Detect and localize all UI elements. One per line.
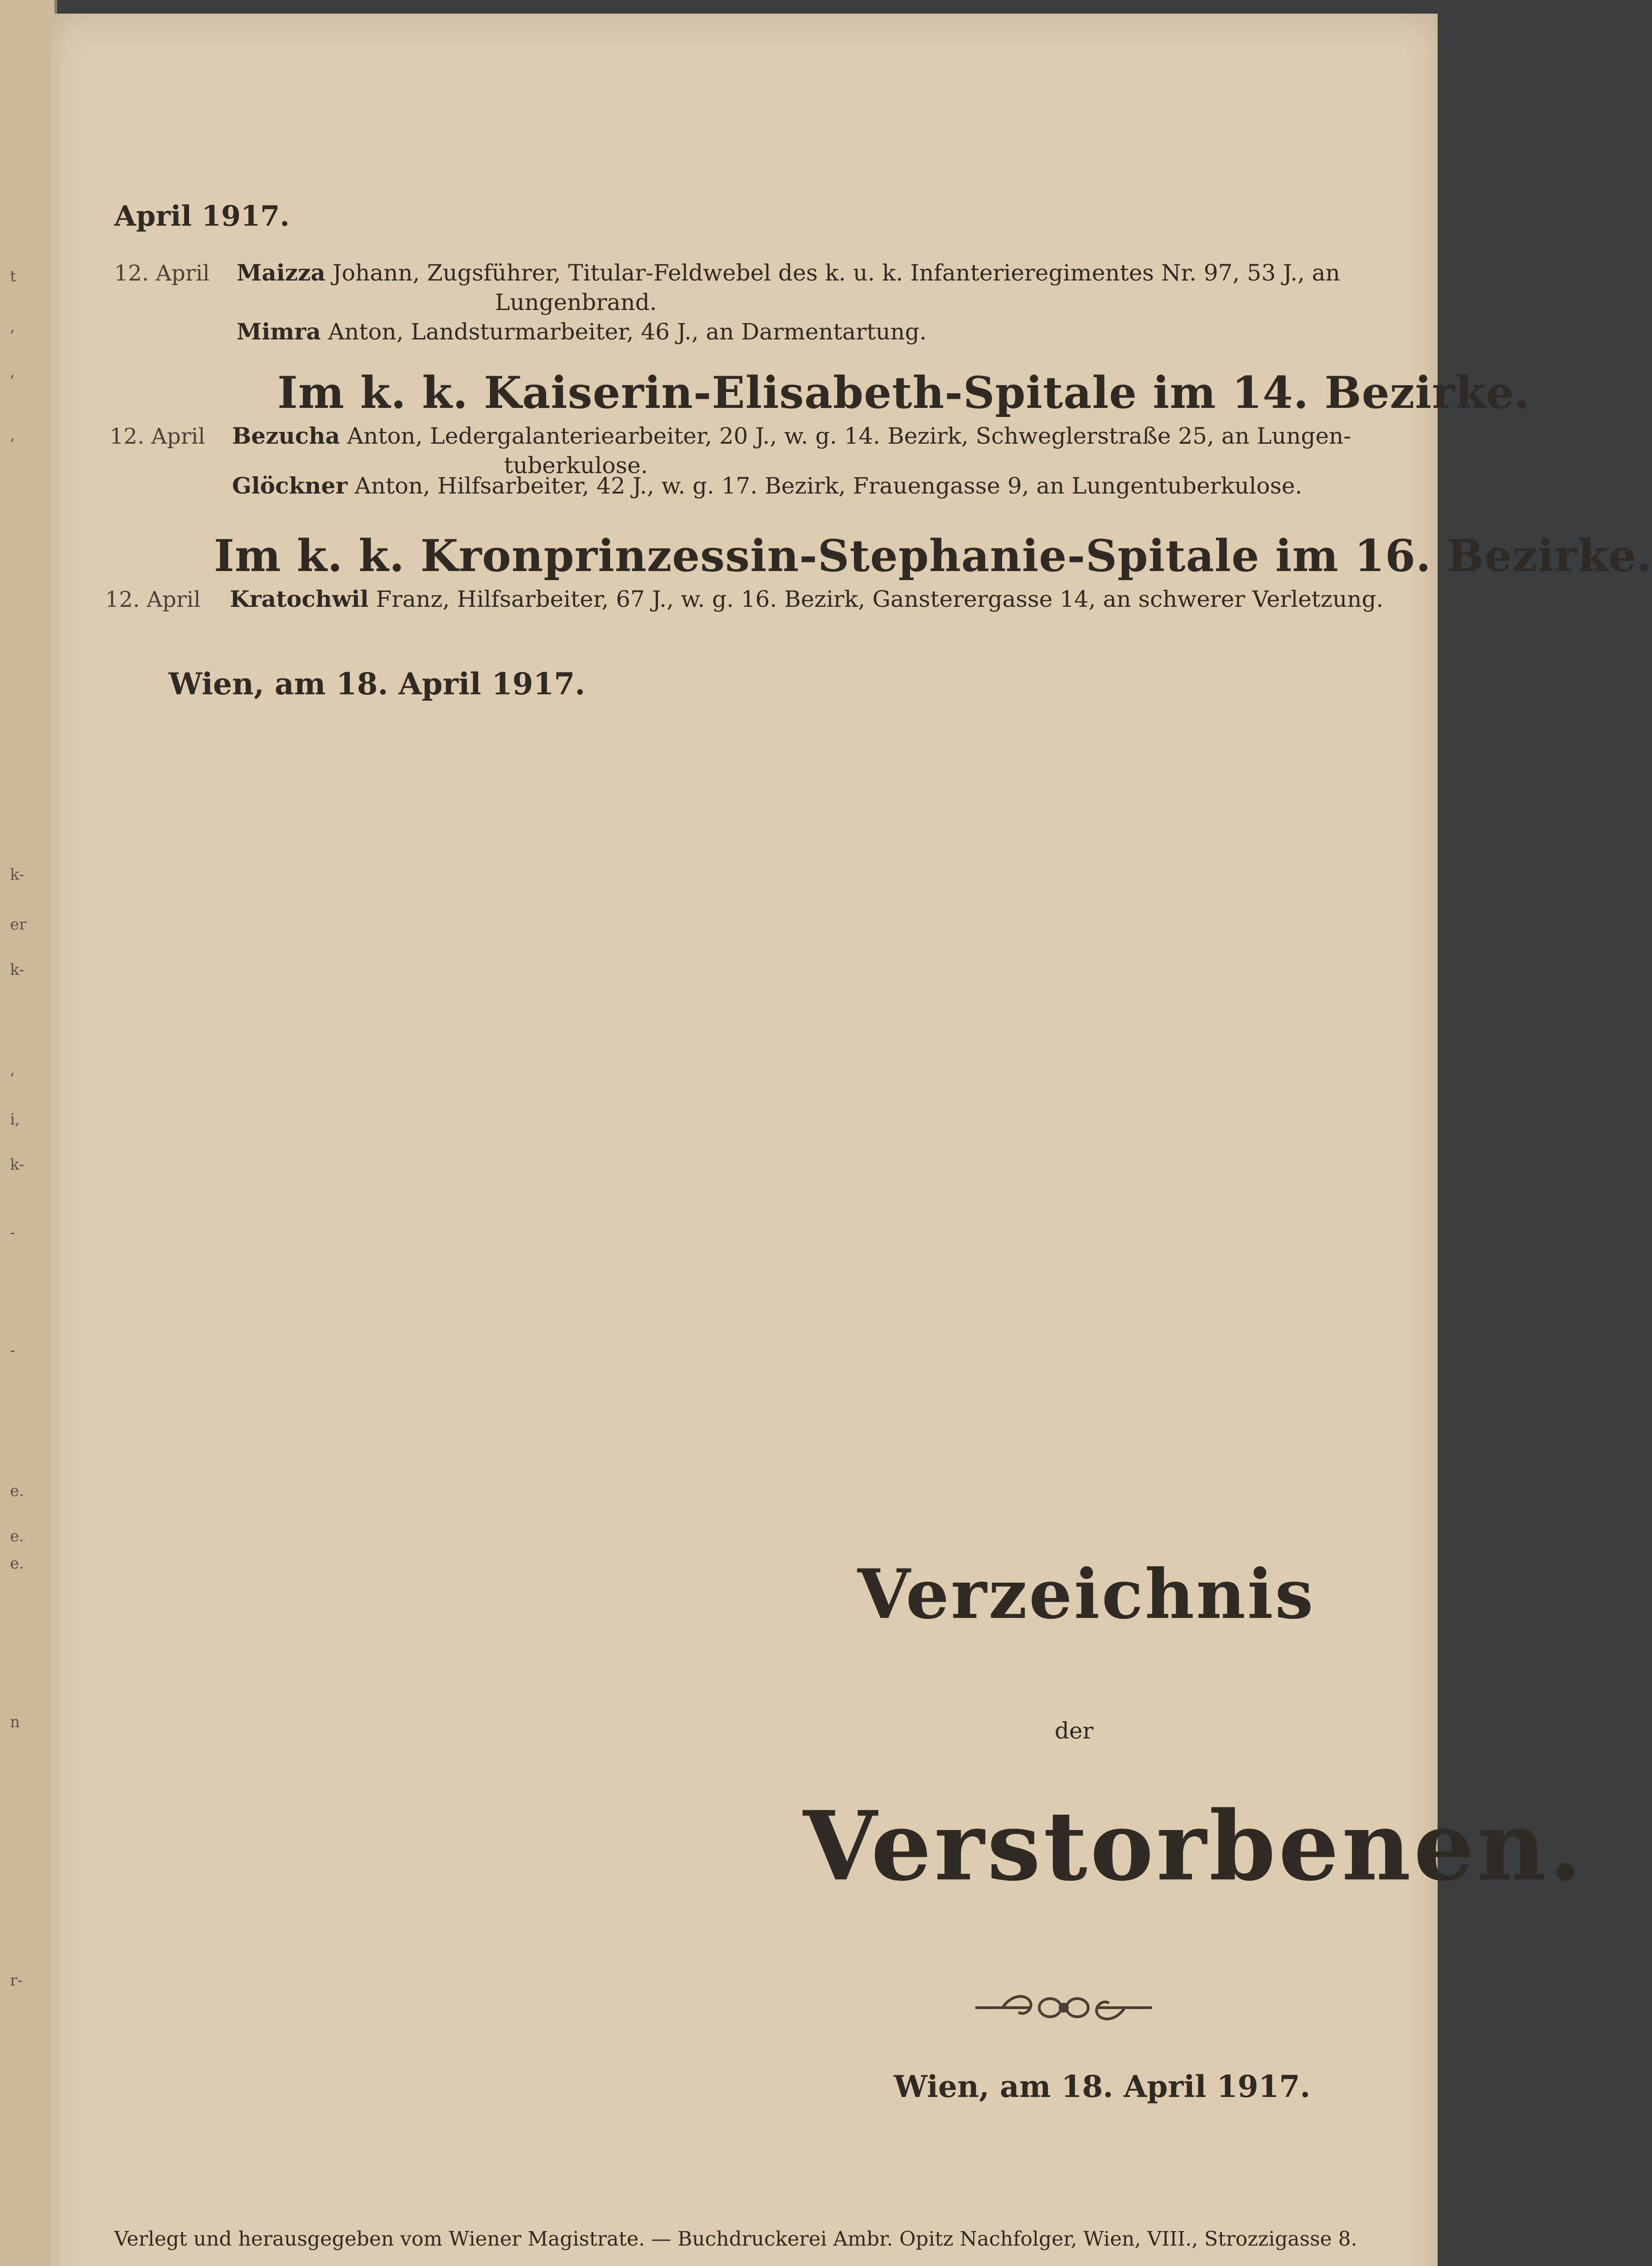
signature-date: Wien, am 18. April 1917.	[169, 666, 586, 702]
margin-fragment: k-	[10, 1156, 24, 1174]
margin-fragment: e.	[10, 1554, 24, 1573]
adjacent-page-edge	[0, 0, 57, 2266]
margin-fragment: er	[10, 915, 27, 934]
entry-text: Anton, Landsturmarbeiter, 46 J., an Darmentartung.	[328, 319, 927, 345]
entry-line	[232, 421, 1351, 450]
entry-date: 12. April	[105, 587, 201, 612]
document-title-line3: Verstorbenen.	[803, 1790, 1585, 1902]
entry-line	[237, 258, 1340, 287]
entry-text: Anton, Ledergalanteriearbeiter, 20 J., w. g. 14. Bezirk, Schweglerstraße 25, an Lungen-	[347, 423, 1352, 449]
margin-fragment: r-	[10, 1971, 23, 1990]
entry-date: 12. April	[110, 424, 205, 449]
entry-surname: Maizza	[237, 259, 325, 286]
margin-fragment: n	[10, 1713, 20, 1731]
entry-line	[237, 317, 927, 346]
entry-text: Anton, Hilfsarbeiter, 42 J., w. g. 17. Bezirk, Frauengasse 9, an Lungentuberkulose.	[354, 473, 1303, 499]
margin-fragment: e.	[10, 1482, 24, 1500]
entry-text: Franz, Hilfsarbeiter, 67 J., w. g. 16. Bezirk, Gansterergasse 14, an schwerer Verletzung.	[376, 586, 1384, 612]
entry-continuation: tuberkulose.	[504, 452, 648, 479]
month-heading: April 1917.	[114, 199, 290, 232]
margin-fragment: ,	[10, 317, 15, 335]
signature-date-bottom: Wien, am 18. April 1917.	[894, 2069, 1311, 2104]
entry-surname: Glöckner	[232, 472, 348, 499]
document-title-line1: Verzeichnis	[857, 1554, 1315, 1634]
entry-surname: Bezucha	[232, 422, 340, 449]
margin-fragment: k-	[10, 866, 24, 884]
margin-fragment: e.	[10, 1527, 24, 1545]
entry-surname: Kratochwil	[230, 586, 369, 612]
margin-fragment: k-	[10, 961, 24, 979]
ornament-divider	[975, 1980, 1152, 2035]
document-page	[51, 14, 1652, 2266]
hospital-heading: Im k. k. Kronprinzessin-Stephanie-Spitale im 16. Bezirke.	[214, 530, 1652, 581]
margin-fragment: ,	[10, 1060, 15, 1079]
publisher-footer: Verlegt und herausgegeben vom Wiener Magistrate. — Buchdruckerei Ambr. Opitz Nachfolger, Wien, VIII., Strozzigasse 8.	[114, 2227, 1357, 2251]
margin-fragment: -	[10, 1341, 15, 1360]
margin-fragment: ,	[10, 426, 15, 444]
entry-continuation: Lungenbrand.	[495, 289, 657, 315]
document-title-line2: der	[1055, 1718, 1094, 1744]
entry-line	[230, 585, 1383, 614]
entry-surname: Mimra	[237, 318, 321, 345]
entry-text: Johann, Zugsführer, Titular-Feldwebel des k. u. k. Infanterieregimentes Nr. 97, 53 J., an	[332, 260, 1340, 286]
hospital-heading: Im k. k. Kaiserin-Elisabeth-Spitale im 14. Bezirke.	[277, 367, 1530, 418]
margin-fragment: ,	[10, 363, 15, 381]
entry-date: 12. April	[114, 261, 210, 286]
margin-fragment: t	[10, 267, 16, 286]
margin-fragment: -	[10, 1224, 15, 1242]
entry-line	[232, 471, 1302, 500]
margin-fragment: i,	[10, 1110, 20, 1128]
